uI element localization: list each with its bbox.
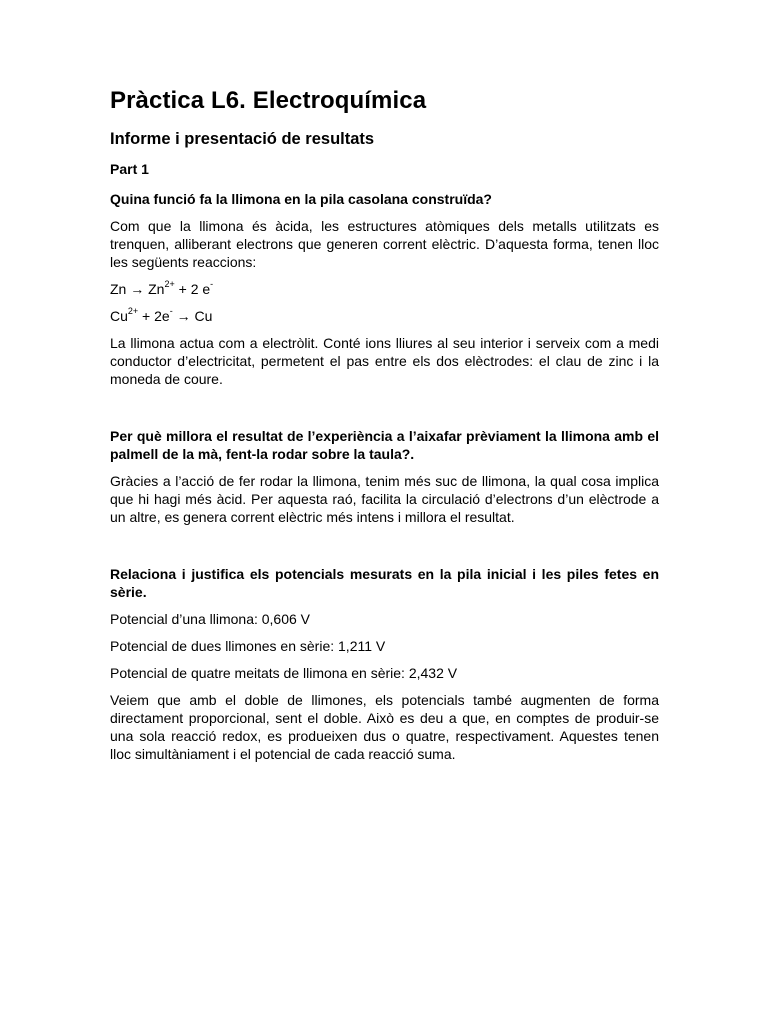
question-3: Relaciona i justifica els potencials mesurats en la pila inicial i les piles fetes en sèrie. [110, 566, 659, 600]
reaction-copper-mid: + 2e [138, 308, 170, 324]
reaction-copper-electron-sign: - [169, 306, 173, 317]
reaction-zinc-right: + 2 e [174, 281, 211, 297]
answer-2: Gràcies a l’acció de fer rodar la llimona, tenim més suc de llimona, la qual cosa implica que hi hagi més àcid. Per aquesta raó, facilita la circulació d’electrons d’un elèctrode a un altre, es genera corrent elèctric més intens i millora el resultat. [110, 473, 659, 525]
reaction-copper-charge: 2+ [127, 306, 139, 317]
document-title: Pràctica L6. Electroquímica [110, 87, 427, 114]
reaction-zinc-electron-sign: - [210, 279, 214, 290]
question-2: Per què millora el resultat de l’experiència a l’aixafar prèviament la llimona amb el palmell de la mà, fent-la rodar sobre la taula?. [110, 428, 659, 462]
measurement-two-lemons: Potencial de dues llimones en sèrie: 1,211 V [110, 638, 386, 654]
measurement-four-halves: Potencial de quatre meitats de llimona en sèrie: 2,432 V [110, 665, 458, 681]
reaction-copper-left: Cu [110, 308, 128, 324]
section-spacer [110, 535, 659, 565]
reaction-zinc-left: Zn → Zn [110, 281, 165, 297]
reaction-copper [110, 307, 659, 325]
answer-1: Com que la llimona és àcida, les estructures atòmiques dels metalls utilitzats es trenquen, alliberant electrons que generen corrent elèctric. D’aquesta forma, tenen lloc les següents reaccions: [110, 218, 659, 270]
measurement-one-lemon: Potencial d’una llimona: 0,606 V [110, 611, 311, 627]
section-spacer [110, 397, 659, 427]
reaction-copper-right: → Cu [172, 308, 213, 324]
answer-3: Veiem que amb el doble de llimones, els potencials també augmenten de forma directament proporcional, sent el doble. Això es deu a que, en comptes de produir-se una sola reacció redox, es produeixen dus o quatre, respectivament. Aquestes tenen lloc simultàniament i el potencial de cada reacció suma. [110, 692, 659, 762]
question-1: Quina funció fa la llimona en la pila casolana construïda? [110, 191, 492, 207]
part-heading: Part 1 [110, 161, 149, 177]
answer-1-continued: La llimona actua com a electròlit. Conté ions lliures al seu interior i serveix com a medi conductor d’electricitat, permetent el pas entre els dos elèctrodes: el clau de zinc i la moneda de coure. [110, 335, 659, 387]
reaction-zinc [110, 280, 659, 298]
document-page [110, 84, 659, 772]
document-subtitle: Informe i presentació de resultats [110, 130, 375, 148]
reaction-zinc-charge: 2+ [164, 279, 175, 290]
